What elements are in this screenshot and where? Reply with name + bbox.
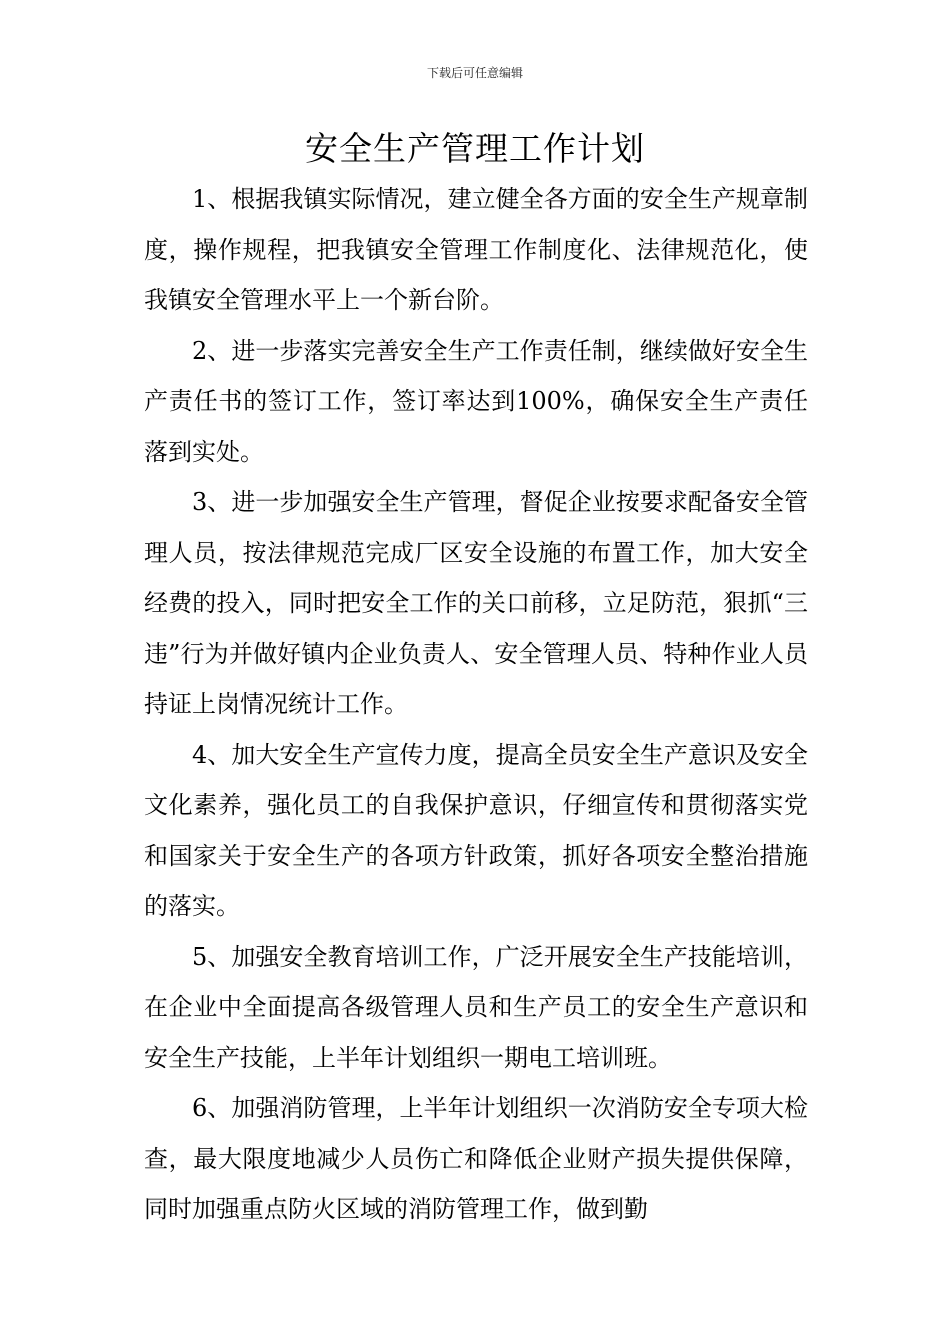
document-body: [144, 174, 808, 1235]
paragraph-1: 1、根据我镇实际情况，建立健全各方面的安全生产规章制度，操作规程，把我镇安全管理工作制度化、法律规范化，使我镇安全管理水平上一个新台阶。: [144, 185, 808, 314]
paragraph-2: 2、进一步落实完善安全生产工作责任制，继续做好安全生产责任书的签订工作，签订率达到100%，确保安全生产责任落到实处。: [144, 336, 808, 466]
header-note: 下载后可任意编辑: [426, 66, 523, 80]
paragraph-3: 3、进一步加强安全生产管理，督促企业按要求配备安全管理人员，按法律规范完成厂区安全设施的布置工作，加大安全经费的投入，同时把安全工作的关口前移，立足防范，狠抓“三违”行为并做好镇内企业负责人、安全管理人员、特种作业人员持证上岗情况统计工作。: [144, 488, 808, 718]
paragraph-6: 6、加强消防管理，上半年计划组织一次消防安全专项大检查，最大限度地减少人员伤亡和降低企业财产损失提供保障，同时加强重点防火区域的消防管理工作，做到勤: [144, 1094, 808, 1223]
document-title: 安全生产管理工作计划: [305, 129, 645, 168]
paragraph-4: 4、加大安全生产宣传力度，提高全员安全生产意识及安全文化素养，强化员工的自我保护意识，仔细宣传和贯彻落实党和国家关于安全生产的各项方针政策，抓好各项安全整治措施的落实。: [144, 740, 808, 920]
paragraph-5: 5、加强安全教育培训工作，广泛开展安全生产技能培训，在企业中全面提高各级管理人员和生产员工的安全生产意识和安全生产技能，上半年计划组织一期电工培训班。: [144, 942, 808, 1072]
